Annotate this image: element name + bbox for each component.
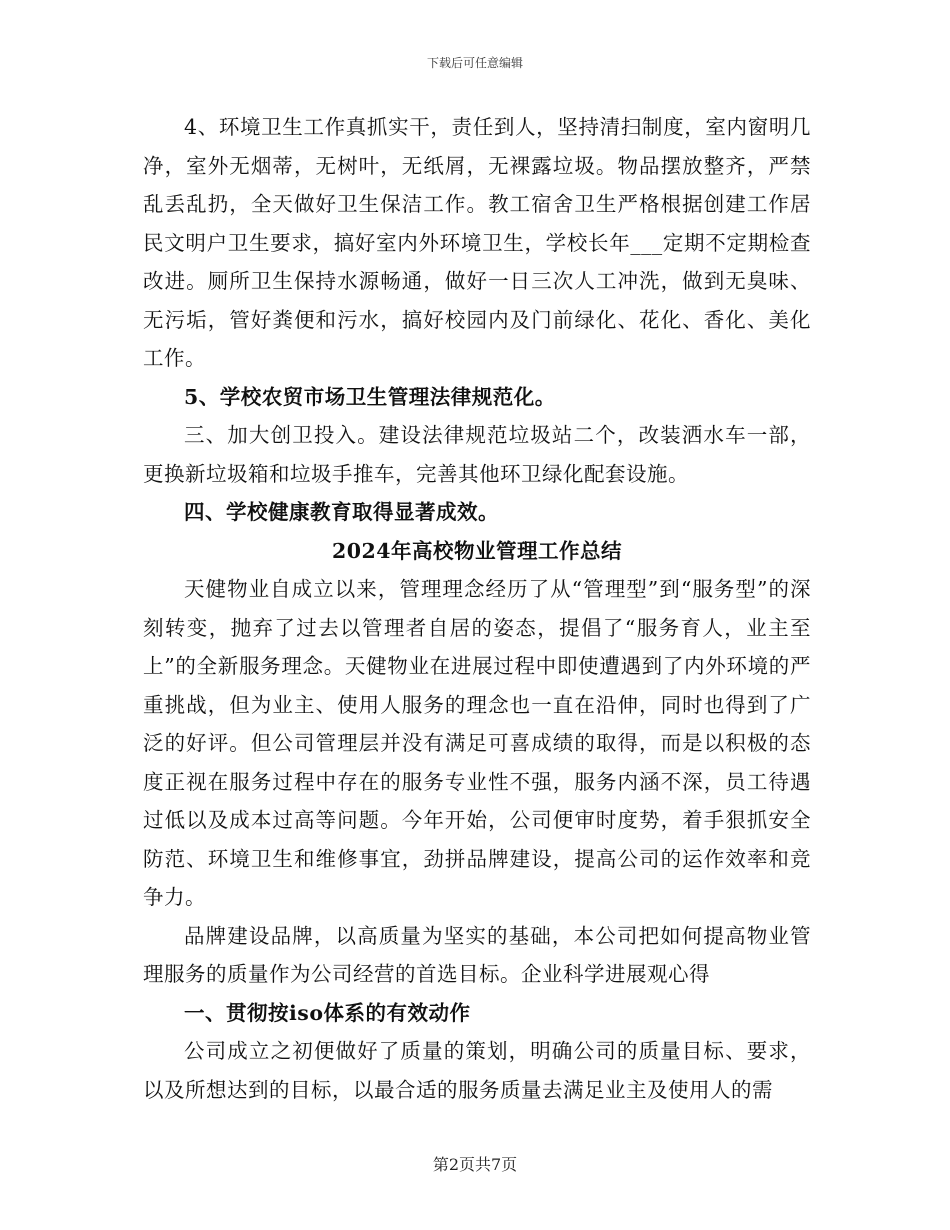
heading-iso-system: 一、贯彻按iso体系的有效动作 <box>184 1000 471 1025</box>
paragraph-investment: 三、加大创卫投入。建设法律规范垃圾站二个，改装洒水车一部，更换新垃圾箱和垃圾手推车，完善其他环卫绿化配套设施。 <box>143 423 811 486</box>
page-number: 第2页共7页 <box>432 1155 518 1174</box>
document-body <box>143 108 811 1109</box>
document-title: 2024年高校物业管理工作总结 <box>331 538 623 563</box>
paragraph-company-intro: 天健物业自成立以来，管理理念经历了从“管理型”到“服务型”的深刻转变，抛弃了过去以管理者自居的姿态，提倡了“服务育人，业主至上”的全新服务理念。天健物业在进展过程中即使遭遇到了内外环境的严重挑战，但为业主、使用人服务的理念也一直在沿伸，同时也得到了广泛的好评。但公司管理层并没有满足可喜成绩的取得，而是以积极的态度正视在服务过程中存在的服务专业性不强，服务内涵不深，员工待遇过低以及成本过高等问题。今年开始，公司便审时度势，着手狠抓安全防范、环境卫生和维修事宜，劲拼品牌建设，提高公司的运作效率和竞争力。 <box>143 577 811 909</box>
heading-market-hygiene: 5、学校农贸市场卫生管理法律规范化。 <box>184 384 556 409</box>
heading-health-education: 四、学校健康教育取得显著成效。 <box>184 500 499 524</box>
paragraph-environment-hygiene: 4、环境卫生工作真抓实干，责任到人，坚持清扫制度，室内窗明几净，室外无烟蒂，无树叶，无纸屑，无裸露垃圾。物品摆放整齐，严禁乱丢乱扔，全天做好卫生保洁工作。教工宿舍卫生严格根据创建工作居民文明户卫生要求，搞好室内外环境卫生，学校长年___定期不定期检查改进。厕所卫生保持水源畅通，做好一日三次人工冲洗，做到无臭味、无污垢，管好粪便和污水，搞好校园内及门前绿化、花化、香化、美化工作。 <box>143 115 811 370</box>
paragraph-quality-planning: 公司成立之初便做好了质量的策划，明确公司的质量目标、要求，以及所想达到的目标，以最合适的服务质量去满足业主及使用人的需 <box>143 1039 811 1102</box>
header-note: 下载后可任意编辑 <box>426 56 523 70</box>
paragraph-brand-building: 品牌建设品牌，以高质量为坚实的基础，本公司把如何提高物业管理服务的质量作为公司经营的首选目标。企业科学进展观心得 <box>143 923 811 986</box>
